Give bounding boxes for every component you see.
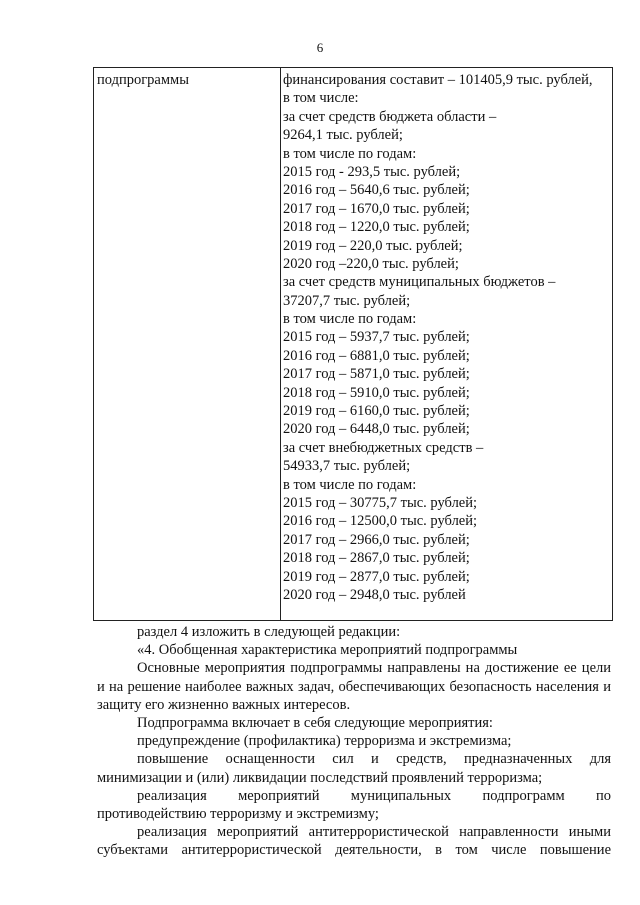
table-column-divider — [280, 68, 281, 620]
list-item: реализация мероприятий антитеррористической направленности иными субъектами антитеррористической деятельности, в том числе повышение — [97, 824, 611, 859]
table-line: 2016 год – 12500,0 тыс. рублей; — [283, 513, 478, 530]
table-line: финансирования составит – 101405,9 тыс. рублей, — [283, 72, 593, 88]
table-line: в том числе по годам: — [283, 311, 417, 328]
table-line: 2020 год – 2948,0 тыс. рублей — [283, 586, 466, 603]
table-line: 9264,1 тыс. рублей; — [283, 127, 403, 144]
amendment-instruction: раздел 4 изложить в следующей редакции: — [137, 624, 401, 640]
table-line: в том числе по годам: — [283, 476, 417, 493]
list-item: повышение оснащенности сил и средств, предназначенных для минимизации и (или) ликвидации последствий проявлений терроризма; — [97, 751, 611, 786]
table-line: 2015 год – 5937,7 тыс. рублей; — [283, 329, 470, 346]
table-line: 37207,7 тыс. рублей; — [283, 292, 411, 309]
table-line: 2018 год – 2867,0 тыс. рублей; — [283, 550, 470, 567]
table-line: 2019 год – 220,0 тыс. рублей; — [283, 237, 463, 254]
document-body — [97, 623, 611, 860]
table-line: 2018 год – 5910,0 тыс. рублей; — [283, 384, 470, 401]
table-line: 2015 год - 293,5 тыс. рублей; — [283, 163, 461, 180]
table-line: 2018 год – 1220,0 тыс. рублей; — [283, 219, 470, 236]
section-heading: «4. Обобщенная характеристика мероприятий подпрограммы — [137, 642, 518, 659]
table-line: 2017 год – 1670,0 тыс. рублей; — [283, 200, 470, 217]
table-line: 2015 год – 30775,7 тыс. рублей; — [283, 494, 478, 511]
table-line: 2020 год –220,0 тыс. рублей; — [283, 255, 459, 272]
list-item: предупреждение (профилактика) терроризма и экстремизма; — [137, 733, 512, 750]
table-line: за счет средств муниципальных бюджетов – — [283, 274, 556, 291]
table-right-cell — [283, 71, 607, 604]
table-left-cell: подпрограммы — [97, 72, 189, 88]
table-line: 2017 год – 2966,0 тыс. рублей; — [283, 531, 470, 548]
funding-table — [93, 67, 613, 621]
table-line: 2019 год – 2877,0 тыс. рублей; — [283, 568, 470, 585]
list-item: реализация мероприятий муниципальных подпрограмм по противодействию терроризму и экстремизму; — [97, 787, 611, 823]
table-line: за счет средств бюджета области – — [283, 108, 497, 125]
table-line: в том числе по годам: — [283, 145, 417, 162]
table-line: в том числе: — [283, 90, 359, 107]
table-line: 2017 год – 5871,0 тыс. рублей; — [283, 366, 470, 383]
table-line: 2016 год – 5640,6 тыс. рублей; — [283, 182, 470, 199]
paragraph: Основные мероприятия подпрограммы направлены на достижение ее цели и на решение наиболее важных задач, обеспечивающих безопасность населения и защиту его жизненно важных интересов. — [97, 660, 611, 713]
table-line: за счет внебюджетных средств – — [283, 439, 484, 456]
paragraph: Подпрограмма включает в себя следующие мероприятия: — [137, 715, 493, 732]
table-line: 2016 год – 6881,0 тыс. рублей; — [283, 347, 470, 364]
table-line: 2020 год – 6448,0 тыс. рублей; — [283, 421, 470, 438]
page-number: 6 — [316, 40, 324, 55]
table-line: 54933,7 тыс. рублей; — [283, 458, 411, 475]
table-line: 2019 год – 6160,0 тыс. рублей; — [283, 403, 470, 420]
